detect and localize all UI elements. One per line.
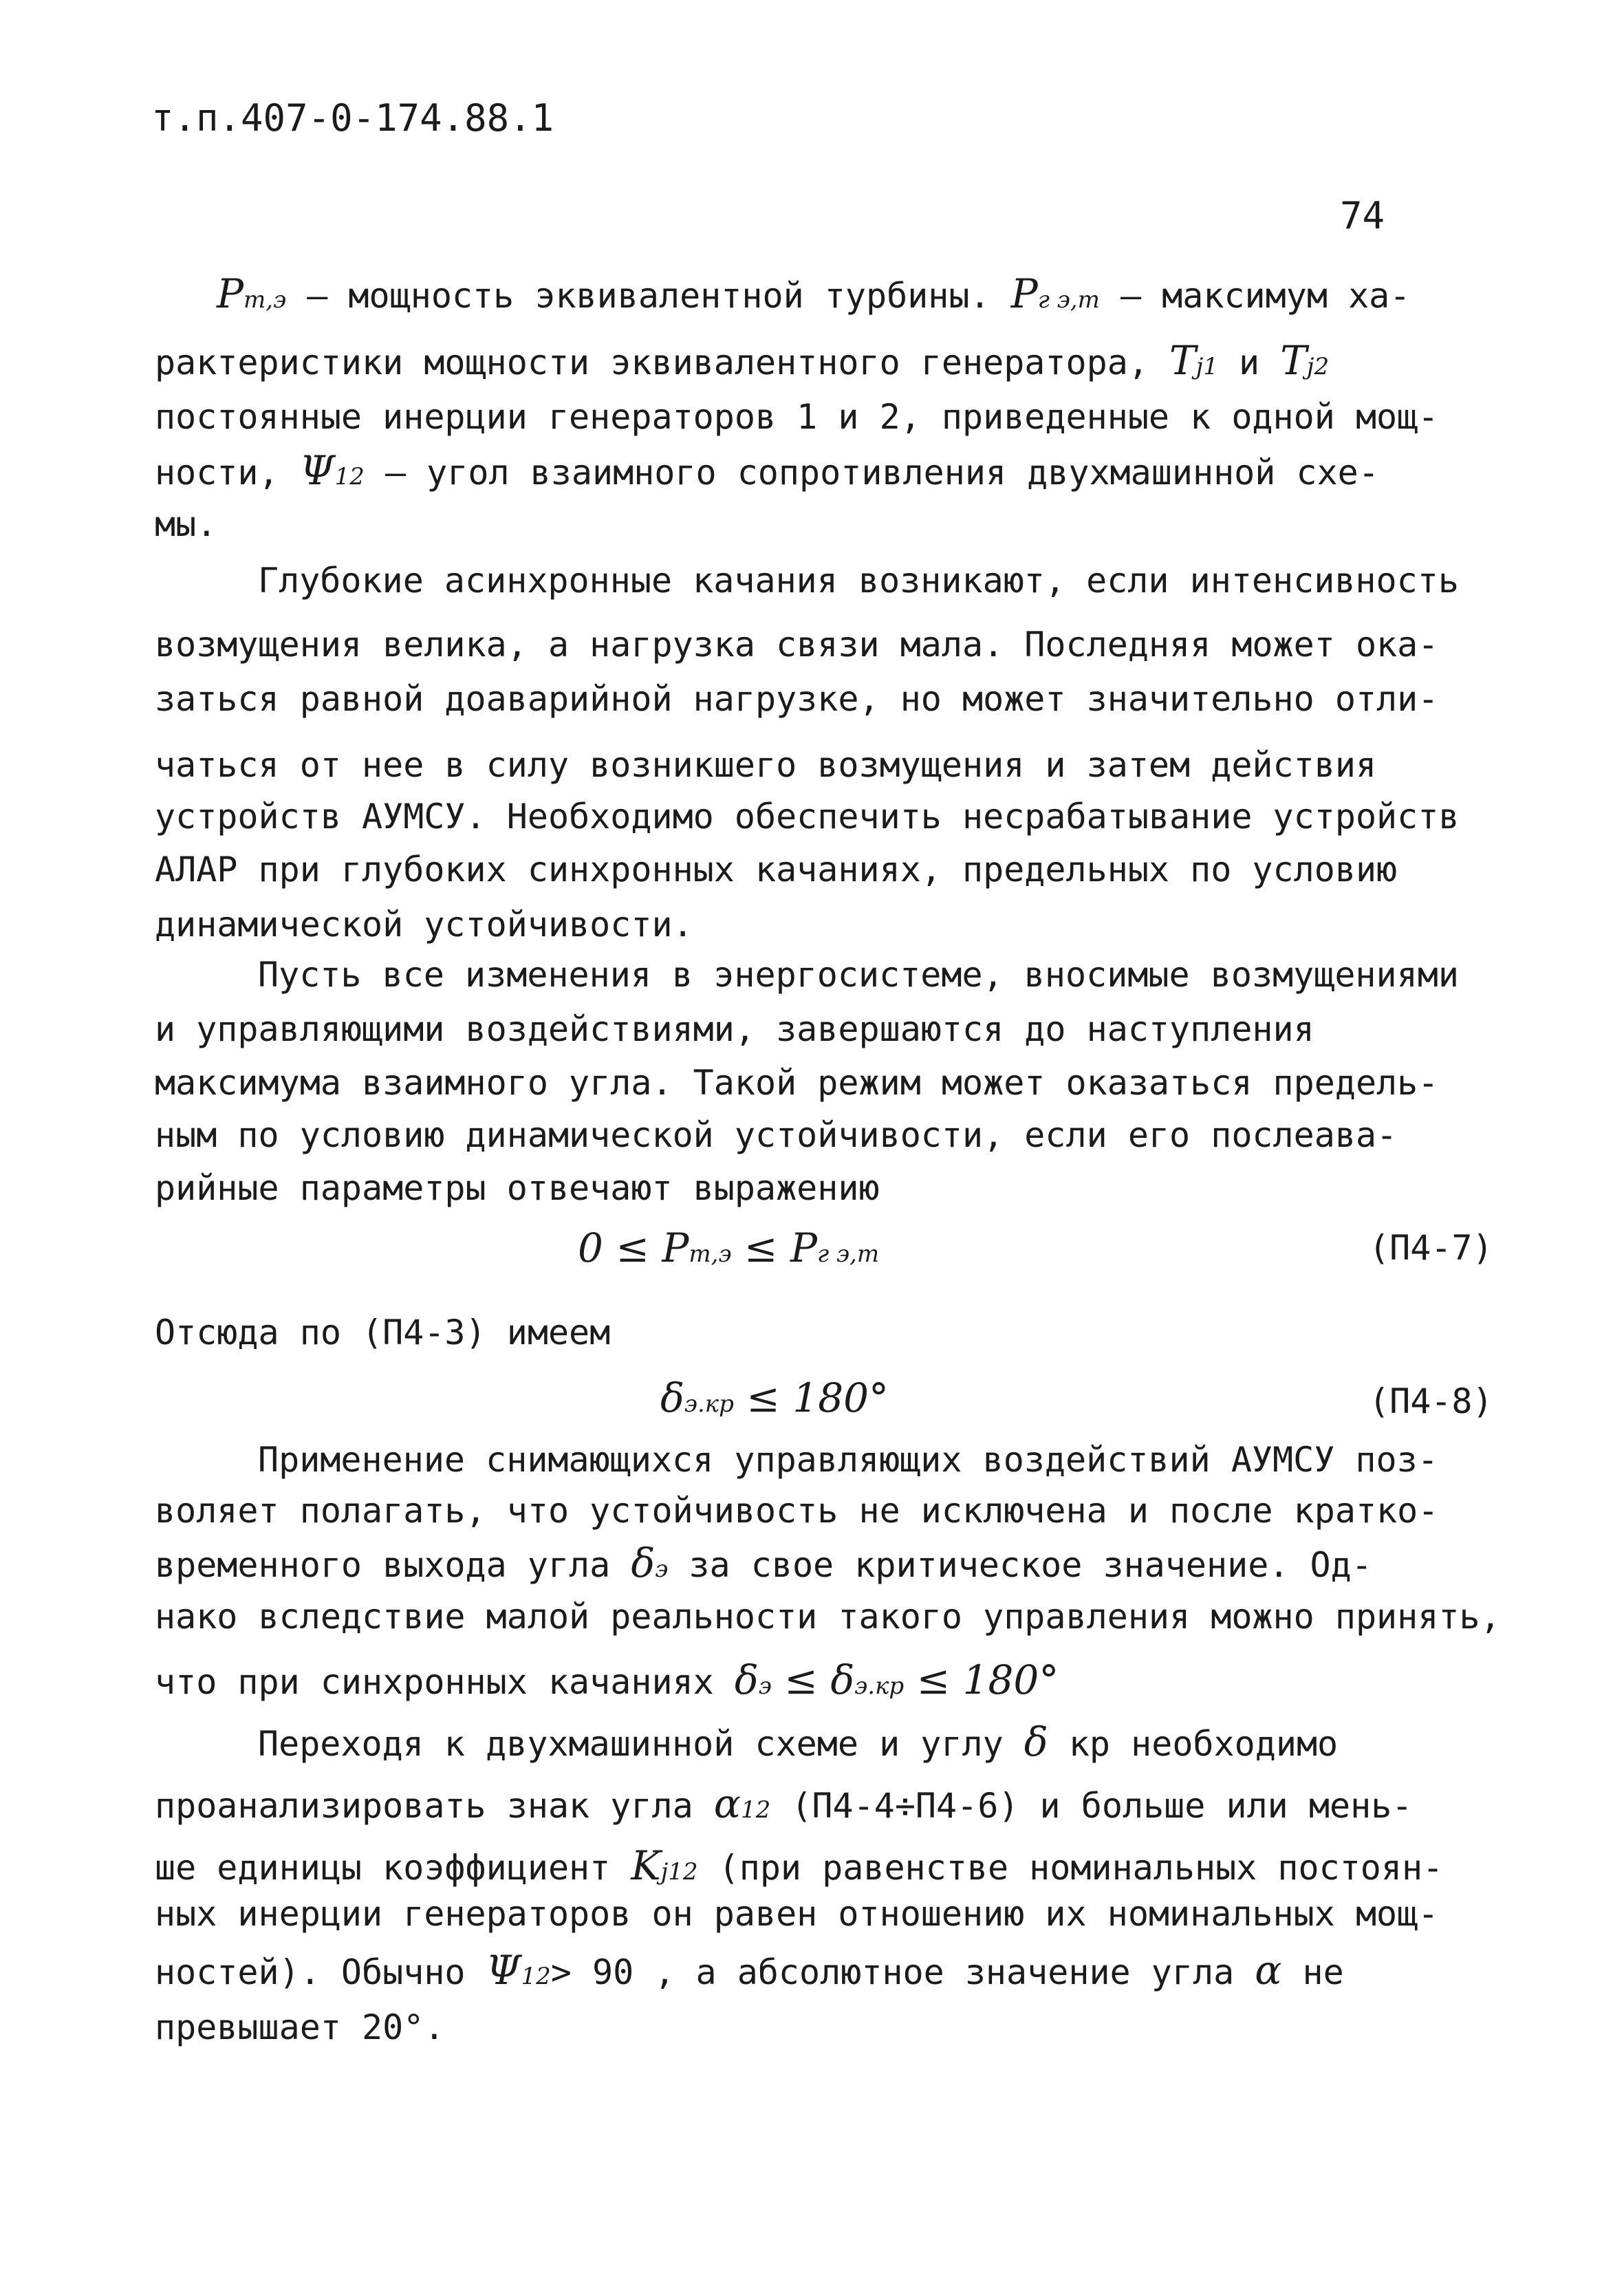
text-fragment: за свое критическое значение. Од- (668, 1545, 1372, 1585)
text-line (155, 1844, 1443, 1894)
text-line (155, 1782, 1412, 1832)
text-line: мы. (155, 504, 217, 544)
formula-subscript: j2 (1306, 353, 1330, 380)
formula-symbol: Ψ (299, 447, 335, 494)
formula-subscript: э.кр (684, 1390, 734, 1418)
text-line (155, 1541, 1372, 1591)
formula-symbol: δ (1024, 1718, 1048, 1765)
text-fragment: рактеристики мощности эквивалентного генератора, (155, 343, 1170, 382)
text-line: ным по условию динамической устойчивости, если его послеава- (155, 1115, 1398, 1155)
text-fragment: – угол взаимного сопротивления двухмашинной схе- (364, 453, 1379, 493)
text-fragment: ности, (155, 453, 300, 493)
text-fragment: – максимум ха- (1099, 276, 1411, 316)
document-code: т.п.407-0-174.88.1 (151, 96, 554, 140)
formula-subscript: 12 (334, 463, 365, 490)
formula-symbol: δ (631, 1540, 656, 1586)
text-fragment: (при равенстве номинальных постоян- (697, 1848, 1444, 1888)
text-line: максимума взаимного угла. Такой режим может оказаться предель- (155, 1063, 1439, 1103)
text-line: заться равной доаварийной нагрузке, но может значительно отли- (155, 679, 1439, 719)
text-line: воляет полагать, что устойчивость не исключена и после кратко- (155, 1491, 1439, 1531)
text-fragment: что при синхронных качаниях (155, 1662, 735, 1702)
text-line: нако вследствие малой реальности такого управления можно принять, (155, 1597, 1501, 1637)
formula-symbol: P (217, 270, 244, 317)
text-fragment: временного выхода угла (155, 1545, 631, 1585)
text-fragment: и (1217, 343, 1281, 382)
text-fragment: (П4-4÷П4-6) и больше или мень- (770, 1786, 1413, 1826)
text-line: АЛАР при глубоких синхронных качаниях, предельных по условию (155, 850, 1398, 889)
equation-p4-8 (660, 1376, 889, 1426)
equation-number: (П4-7) (1369, 1228, 1493, 1268)
text-line: рийные параметры отвечают выражению (155, 1168, 880, 1208)
formula-symbol: T (1169, 337, 1196, 384)
formula-symbol: Ψ (486, 1947, 521, 1994)
text-fragment: ше единицы коэффициент (155, 1848, 631, 1888)
text-line: Отсюда по (П4-3) имеем (155, 1313, 611, 1352)
formula-subscript: т,э (243, 286, 287, 314)
text-line: чаться от нее в силу возникшего возмущения и затем действия (155, 745, 1377, 785)
formula-symbol: ≤ δ (771, 1657, 855, 1703)
text-line: возмущения велика, а нагрузка связи мала. Последняя может ока- (155, 625, 1439, 665)
text-line (217, 272, 1410, 322)
formula-symbol: K (631, 1842, 661, 1889)
formula-symbol: δ (734, 1657, 759, 1703)
text-line: Глубокие асинхронные качания возникают, если интенсивность (258, 561, 1459, 601)
text-line (258, 1720, 1338, 1766)
formula-symbol: T (1280, 337, 1307, 384)
formula-subscript: j12 (660, 1858, 698, 1886)
formula-subscript: э.кр (854, 1672, 905, 1700)
text-fragment: > 90 , а абсолютное значение угла (550, 1952, 1255, 1992)
text-fragment: не (1281, 1952, 1344, 1992)
text-line: и управляющими воздействиями, завершаются до наступления (155, 1009, 1314, 1049)
text-line: ных инерции генераторов он равен отношению их номинальных мощ- (155, 1894, 1439, 1934)
text-line (155, 1948, 1344, 1998)
text-line (155, 449, 1379, 499)
text-line: превышает 20°. (155, 2007, 445, 2047)
page-number: 74 (1340, 194, 1385, 237)
formula-subscript: 12 (740, 1796, 771, 1824)
formula-subscript: 12 (521, 1963, 551, 1990)
text-line: устройств АУМСУ. Необходимо обеспечить несрабатывание устройств (155, 797, 1460, 837)
formula-symbol: P (1010, 270, 1038, 317)
formula-subscript: э (758, 1672, 772, 1700)
formula-subscript: г э,m (817, 1240, 880, 1268)
formula-symbol: 0 ≤ P (578, 1225, 689, 1271)
text-fragment: ностей). Обычно (155, 1952, 486, 1992)
text-fragment: кр необходимо (1048, 1724, 1339, 1764)
formula-subscript: т,э (689, 1240, 732, 1268)
formula-symbol: α (1255, 1947, 1282, 1994)
text-fragment: – мощность эквивалентной турбины. (286, 276, 1011, 316)
equation-p4-7 (578, 1226, 879, 1276)
text-line: Применение снимающихся управляющих воздействий АУМСУ поз- (258, 1440, 1438, 1480)
formula-symbol: ≤ 180° (904, 1657, 1059, 1703)
text-fragment: проанализировать знак угла (155, 1786, 714, 1826)
equation-number: (П4-8) (1369, 1381, 1493, 1421)
text-line: Пусть все изменения в энергосистеме, вносимые возмущениями (258, 955, 1459, 995)
text-line: постоянные инерции генераторов 1 и 2, приведенные к одной мощ- (155, 397, 1439, 437)
formula-subscript: г э,m (1037, 286, 1100, 314)
formula-symbol: α (713, 1780, 741, 1827)
formula-subscript: j1 (1195, 353, 1218, 380)
formula-subscript: э (655, 1555, 669, 1583)
formula-symbol: δ (660, 1374, 684, 1421)
text-line (155, 338, 1329, 389)
text-line: динамической устойчивости. (155, 905, 693, 945)
text-line (155, 1658, 1059, 1708)
text-fragment: Переходя к двухмашинной схеме и углу (258, 1724, 1024, 1764)
formula-symbol: ≤ P (731, 1225, 817, 1271)
formula-symbol: ≤ 180° (733, 1374, 889, 1421)
